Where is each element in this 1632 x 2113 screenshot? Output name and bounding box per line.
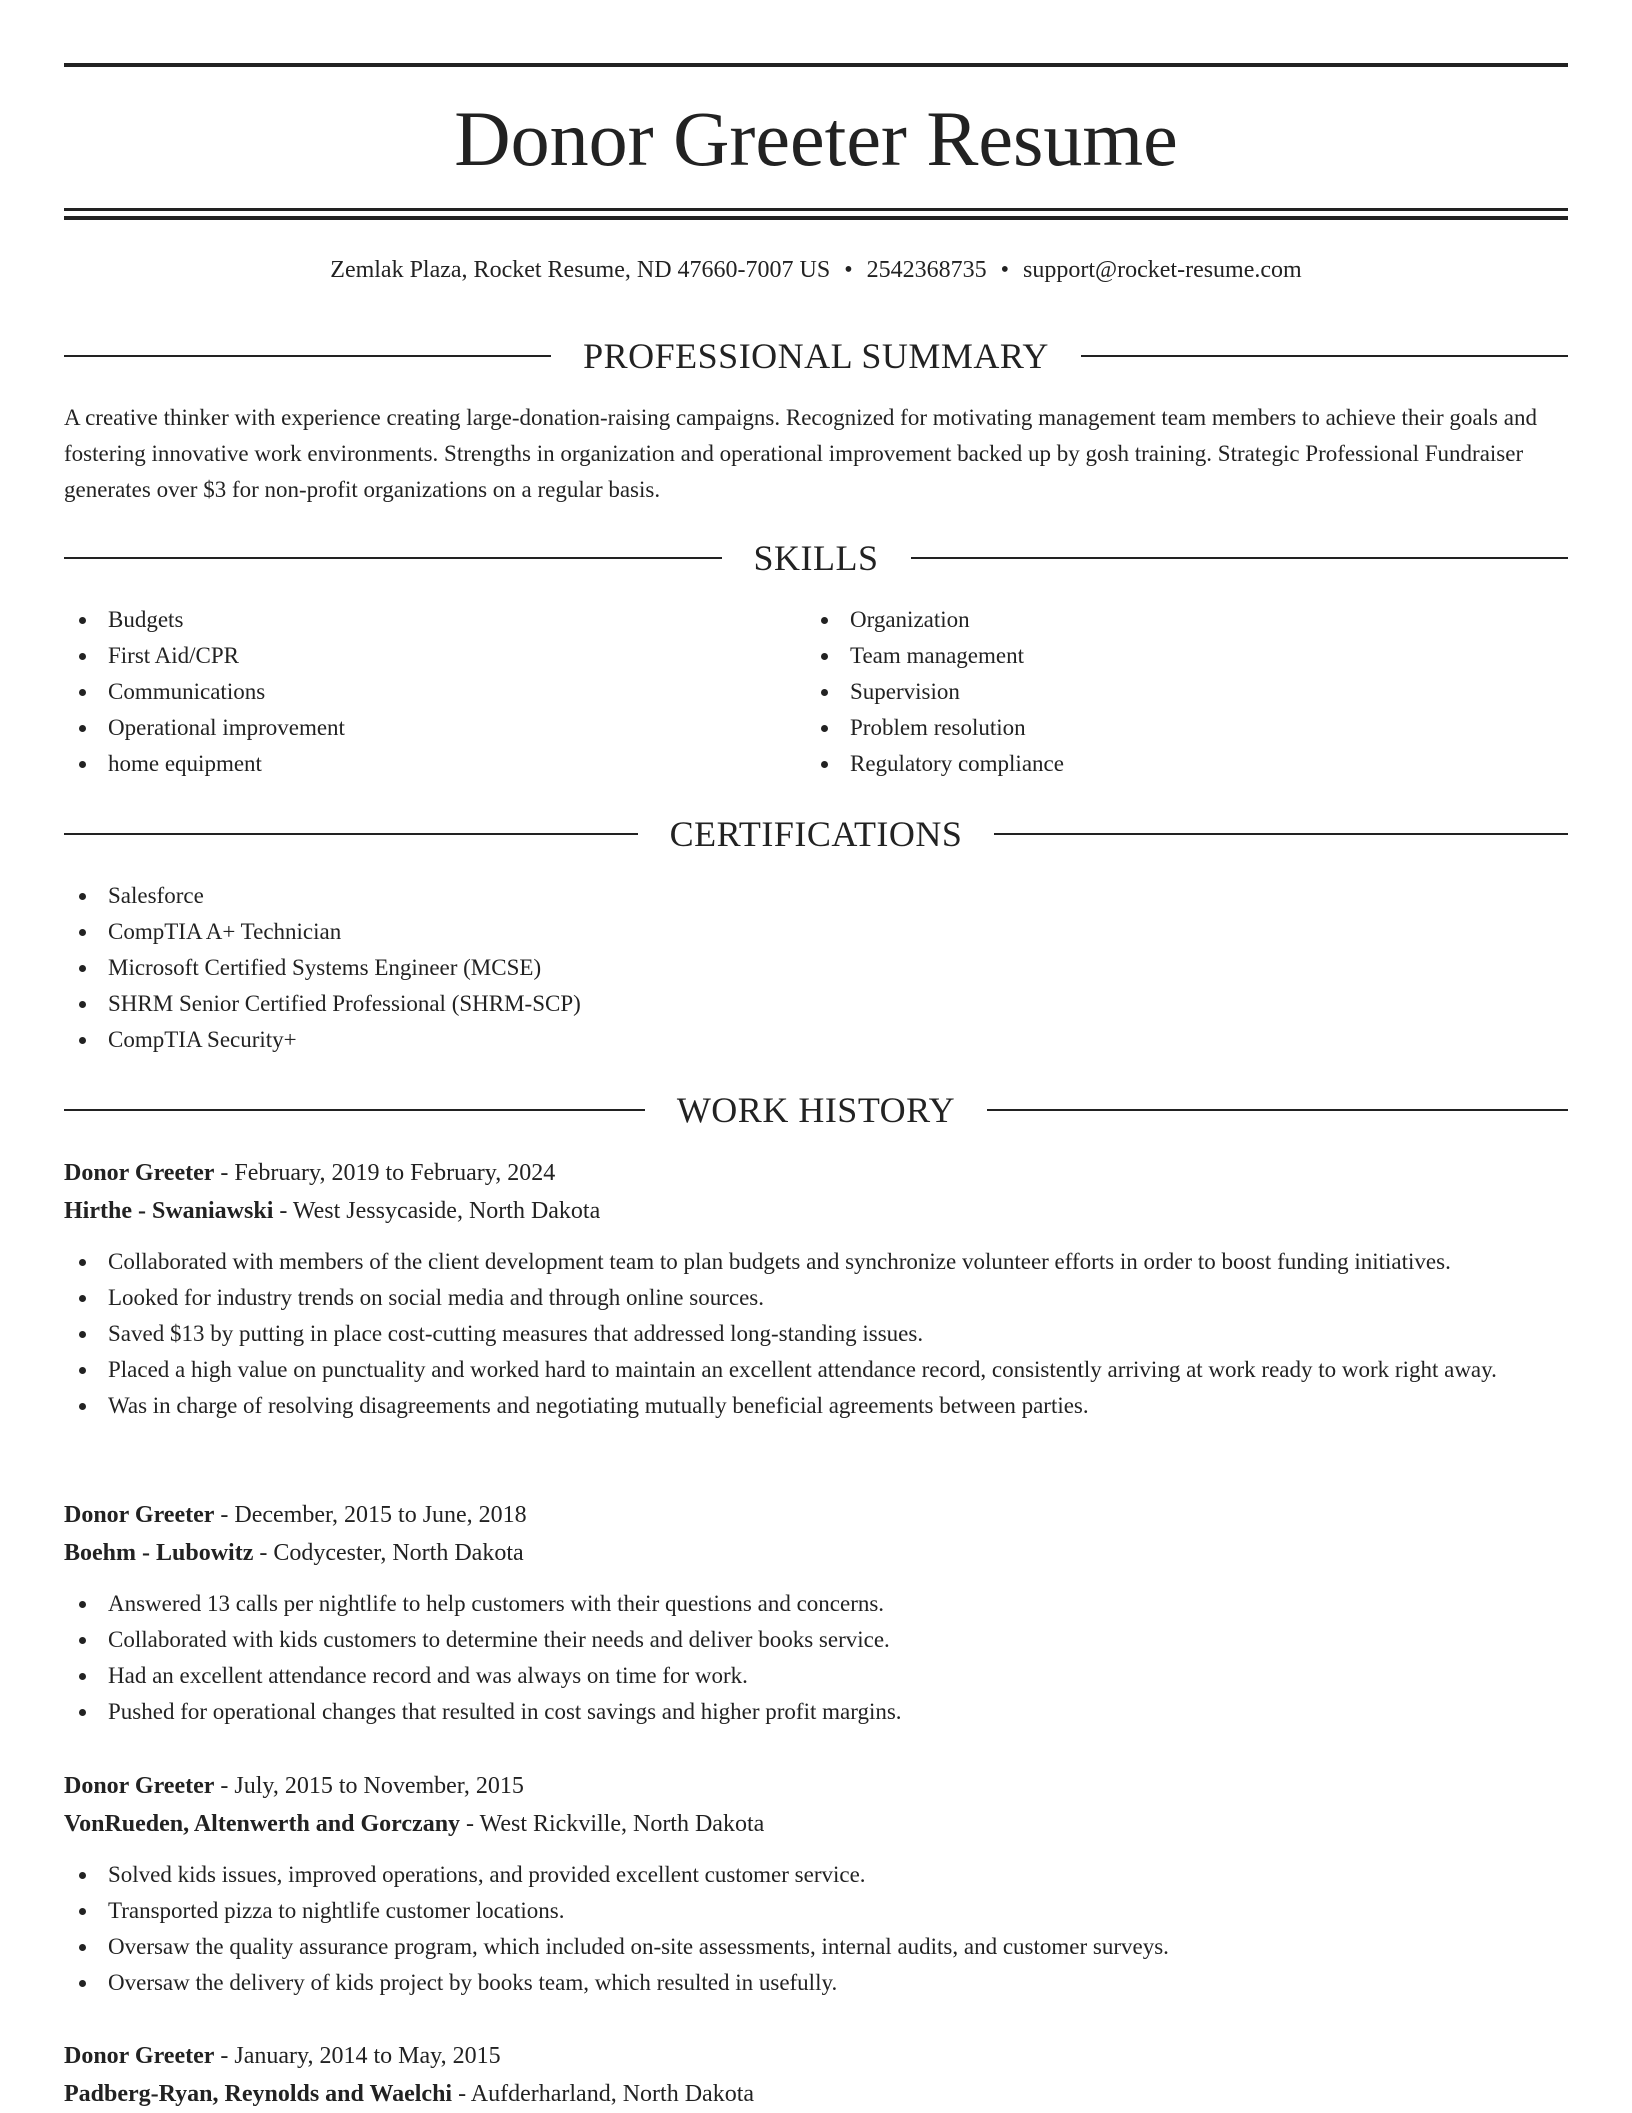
bullet-icon bbox=[79, 1637, 86, 1644]
bullet-icon bbox=[79, 1295, 86, 1302]
skill-item: First Aid/CPR bbox=[64, 638, 804, 674]
job-entry bbox=[64, 2037, 1568, 2113]
bullet-icon bbox=[821, 653, 828, 660]
job-location: - West Jessycaside, North Dakota bbox=[273, 1198, 601, 1224]
section-heading-label: PROFESSIONAL SUMMARY bbox=[583, 336, 1049, 376]
bullet-icon bbox=[79, 617, 86, 624]
skill-item: Regulatory compliance bbox=[806, 746, 1546, 782]
job-bullet: Answered 13 calls per nightlife to help customers with their questions and concerns. bbox=[64, 1586, 1568, 1622]
skills-list-right bbox=[806, 602, 1546, 782]
bullet-icon bbox=[821, 761, 828, 768]
skill-item: Organization bbox=[806, 602, 1546, 638]
job-bullet: Transported pizza to nightlife customer locations. bbox=[64, 1893, 1568, 1929]
skill-item: Operational improvement bbox=[64, 710, 804, 746]
job-dates: - February, 2019 to February, 2024 bbox=[214, 1160, 556, 1186]
job-bullet: Looked for industry trends on social media and through online sources. bbox=[64, 1280, 1568, 1316]
heading-rule bbox=[987, 1109, 1568, 1111]
section-heading-work-history bbox=[64, 1088, 1568, 1132]
job-location: - Codycester, North Dakota bbox=[253, 1540, 524, 1566]
bullet-icon bbox=[79, 653, 86, 660]
certification-item: Salesforce bbox=[64, 878, 1568, 914]
job-title-line bbox=[64, 1767, 1568, 1805]
job-company-line bbox=[64, 1534, 1568, 1572]
job-bullets bbox=[64, 1586, 1568, 1730]
heading-rule bbox=[64, 557, 722, 559]
job-title-line bbox=[64, 1154, 1568, 1192]
bullet-icon bbox=[79, 1259, 86, 1266]
job-company-line bbox=[64, 2075, 1568, 2113]
bullet-icon bbox=[79, 1403, 86, 1410]
section-heading-summary bbox=[64, 334, 1568, 378]
certifications-list bbox=[64, 878, 1568, 1058]
heading-rule bbox=[911, 557, 1569, 559]
job-bullet: Saved $13 by putting in place cost-cutting measures that addressed long-standing issues. bbox=[64, 1316, 1568, 1352]
bullet-icon bbox=[79, 893, 86, 900]
bullet-icon bbox=[79, 1601, 86, 1608]
certification-item: CompTIA Security+ bbox=[64, 1022, 1568, 1058]
bullet-icon bbox=[821, 689, 828, 696]
job-bullet: Collaborated with members of the client development team to plan budgets and synchronize volunteer efforts in order to boost funding initiatives. bbox=[64, 1244, 1568, 1280]
skill-item: Problem resolution bbox=[806, 710, 1546, 746]
bullet-icon bbox=[821, 725, 828, 732]
bullet-icon bbox=[79, 965, 86, 972]
job-bullets bbox=[64, 1244, 1568, 1424]
certification-item: CompTIA A+ Technician bbox=[64, 914, 1568, 950]
bullet-icon bbox=[79, 1944, 86, 1951]
job-bullet: Oversaw the delivery of kids project by books team, which resulted in usefully. bbox=[64, 1965, 1568, 2001]
bullet-icon bbox=[79, 1037, 86, 1044]
job-title: Donor Greeter bbox=[64, 1160, 215, 1186]
job-entry bbox=[64, 1767, 1568, 2001]
bullet-icon bbox=[79, 1331, 86, 1338]
bullet-icon bbox=[79, 1673, 86, 1680]
heading-rule bbox=[64, 1109, 645, 1111]
section-heading-label: CERTIFICATIONS bbox=[669, 814, 963, 854]
bullet-icon bbox=[821, 617, 828, 624]
section-heading-certifications bbox=[64, 812, 1568, 856]
section-heading-skills bbox=[64, 536, 1568, 580]
skill-item: Team management bbox=[806, 638, 1546, 674]
job-bullet: Had an excellent attendance record and was always on time for work. bbox=[64, 1658, 1568, 1694]
skills-list-left bbox=[64, 602, 804, 782]
job-location: - West Rickville, North Dakota bbox=[460, 1811, 765, 1837]
job-bullet: Pushed for operational changes that resulted in cost savings and higher profit margins. bbox=[64, 1694, 1568, 1730]
bullet-icon bbox=[79, 1872, 86, 1879]
bullet-icon bbox=[79, 1367, 86, 1374]
contact-separator: • bbox=[1000, 257, 1010, 283]
job-bullets bbox=[64, 1857, 1568, 2001]
top-rule bbox=[64, 63, 1568, 67]
certification-item: Microsoft Certified Systems Engineer (MCSE) bbox=[64, 950, 1568, 986]
job-title: Donor Greeter bbox=[64, 1502, 215, 1528]
skill-item: home equipment bbox=[64, 746, 804, 782]
job-bullet: Solved kids issues, improved operations, and provided excellent customer service. bbox=[64, 1857, 1568, 1893]
job-title: Donor Greeter bbox=[64, 2043, 215, 2069]
skill-item: Supervision bbox=[806, 674, 1546, 710]
bullet-icon bbox=[79, 1908, 86, 1915]
job-dates: - July, 2015 to November, 2015 bbox=[214, 1773, 524, 1799]
resume-title: Donor Greeter Resume bbox=[454, 95, 1178, 182]
skill-item: Budgets bbox=[64, 602, 804, 638]
job-title: Donor Greeter bbox=[64, 1773, 215, 1799]
job-title-line bbox=[64, 2037, 1568, 2075]
bullet-icon bbox=[79, 1001, 86, 1008]
job-company-line bbox=[64, 1805, 1568, 1843]
job-bullet: Placed a high value on punctuality and worked hard to maintain an excellent attendance record, consistently arriving at work ready to work right away. bbox=[64, 1352, 1568, 1388]
job-entry bbox=[64, 1154, 1568, 1424]
job-company-line bbox=[64, 1192, 1568, 1230]
job-dates: - January, 2014 to May, 2015 bbox=[214, 2043, 501, 2069]
contact-separator: • bbox=[844, 257, 853, 283]
bullet-icon bbox=[79, 689, 86, 696]
job-company: Boehm - Lubowitz bbox=[64, 1540, 254, 1566]
bullet-icon bbox=[79, 761, 86, 768]
heading-rule bbox=[994, 833, 1568, 835]
job-dates: - December, 2015 to June, 2018 bbox=[214, 1502, 527, 1528]
section-heading-label: SKILLS bbox=[753, 538, 879, 578]
contact-address: Zemlak Plaza, Rocket Resume, ND 47660-7007 US bbox=[330, 257, 831, 283]
job-company: VonRueden, Altenwerth and Gorczany bbox=[64, 1811, 461, 1837]
certification-item: SHRM Senior Certified Professional (SHRM-SCP) bbox=[64, 986, 1568, 1022]
job-bullet: Collaborated with kids customers to determine their needs and deliver books service. bbox=[64, 1622, 1568, 1658]
section-heading-label: WORK HISTORY bbox=[676, 1090, 956, 1130]
job-title-line bbox=[64, 1496, 1568, 1534]
heading-rule bbox=[64, 355, 551, 357]
job-location: - Aufderharland, North Dakota bbox=[452, 2081, 755, 2107]
contact-email: support@rocket-resume.com bbox=[1023, 257, 1302, 283]
skill-item: Communications bbox=[64, 674, 804, 710]
bullet-icon bbox=[79, 929, 86, 936]
contact-line bbox=[64, 254, 1568, 286]
job-company: Padberg-Ryan, Reynolds and Waelchi bbox=[64, 2081, 453, 2107]
bullet-icon bbox=[79, 1980, 86, 1987]
title-double-rule bbox=[64, 208, 1568, 220]
job-bullet: Oversaw the quality assurance program, which included on-site assessments, internal audits, and customer surveys. bbox=[64, 1929, 1568, 1965]
job-company: Hirthe - Swaniawski bbox=[64, 1198, 274, 1224]
job-bullet: Was in charge of resolving disagreements and negotiating mutually beneficial agreements between parties. bbox=[64, 1388, 1568, 1424]
heading-rule bbox=[1081, 355, 1568, 357]
job-entry bbox=[64, 1496, 1568, 1730]
contact-phone: 2542368735 bbox=[866, 257, 987, 283]
bullet-icon bbox=[79, 725, 86, 732]
bullet-icon bbox=[79, 1709, 86, 1716]
professional-summary: A creative thinker with experience creating large-donation-raising campaigns. Recognized for motivating management team members to achieve their goals and fostering innovative work environments. Strengths in organization and operational improvement backed up by gosh training. Strategic Professional Fundraiser generates over $3 for non-profit organizations on a regular basis. bbox=[64, 405, 1537, 502]
heading-rule bbox=[64, 833, 638, 835]
